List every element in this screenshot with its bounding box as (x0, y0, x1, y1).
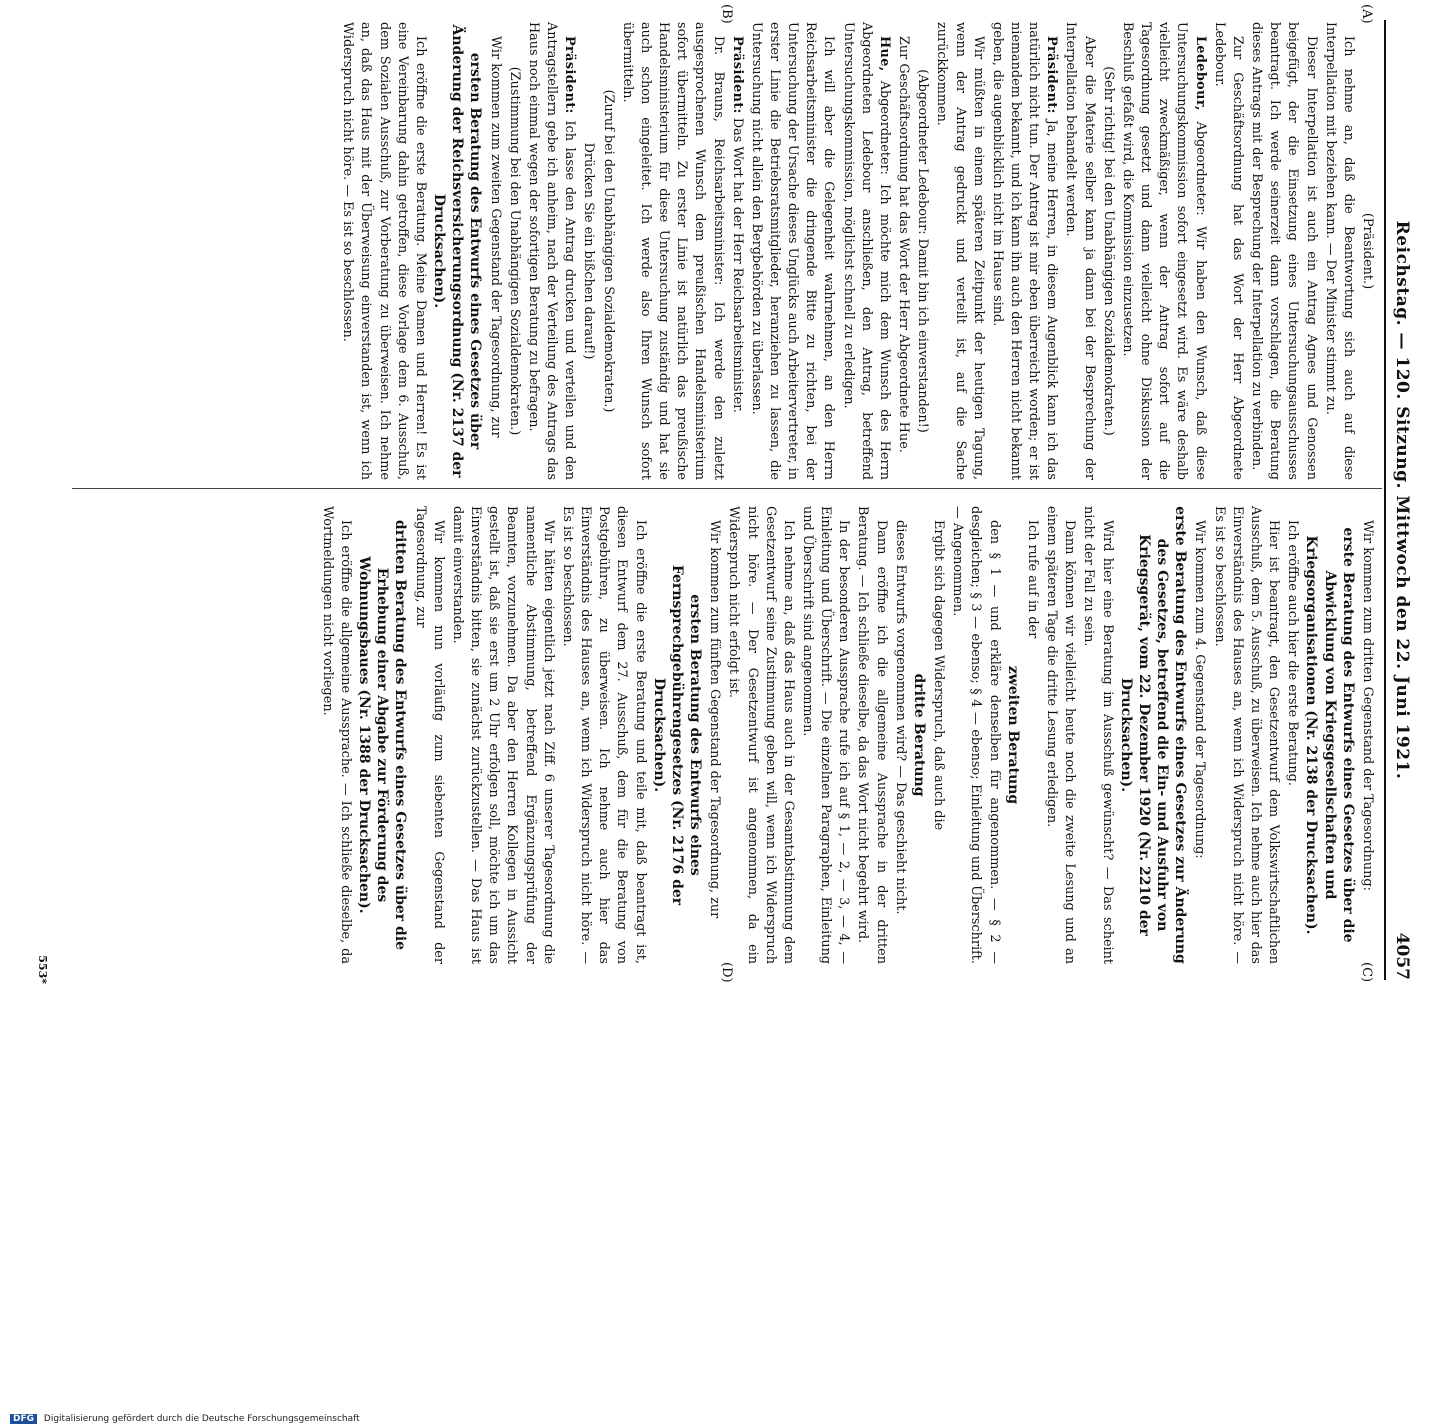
paragraph: Dieser Interpellation ist auch ein Antrag Agnes und Genossen beigefügt, der die Einsetzung eines Untersuchungsausschusses beantragt. Ich werde seinerzeit dann vorschlagen, die Beratung dieses Antrags mit der Besprechung der Interpellation zu verbinden. (1249, 22, 1319, 480)
page-header (1384, 20, 1416, 980)
interjection: (Präsident.) (1360, 212, 1375, 290)
paragraph: Ich eröffne die erste Beratung. Meine Damen und Herren! Es ist eine Vereinbarung dahin getroffen, diese Vorlage dem 6. Ausschuß, dem Sozialen Ausschuß, zur Vorberatung zu überweisen. Ich nehme an, daß das Haus mit der Überweisung einverstanden ist, wenn ich Widerspruch nicht höre. — Es ist so beschlossen. (340, 22, 428, 480)
interjection: (Zustimmung bei den Unabhängigen Sozialdemokraten.) (506, 66, 522, 436)
agenda-item-heading: dritten Beratung des Entwurfs eines Gesetzes über die Erhebung einer Abgabe zur Förderung des Wohnungsbaues (Nr. 1388 der Drucksachen). (356, 519, 409, 951)
digitization-credit (10, 1414, 360, 1424)
speech-text: Abgeordneter: Ich möchte mich dem Wunsch des Herrn Abgeordneten Ledebour anschließen, den Antrag, betreffend Untersuchungskommission, möglichst schnell zu erledigen. (840, 22, 892, 480)
paragraph: dieses Entwurfs vorgenommen wird? — Das geschieht nicht. (892, 520, 908, 915)
agenda-item-heading: dritte Beratung (911, 673, 927, 797)
interjection: Drücken Sie ein bißchen darauf!) (581, 142, 597, 360)
paragraph: Ich eröffne die allgemeine Aussprache. — Ich schließe dieselbe, da Wortmeldungen nicht vorliegen. (319, 506, 353, 964)
interjection: (Zuruf bei den Unabhängigen Sozialdemokraten.) (600, 89, 616, 413)
paragraph: Wir kommen zum zweiten Gegenstand der Tagesordnung, zur (487, 36, 503, 438)
interjection: (Sehr richtig! bei den Unabhängigen Sozialdemokraten.) (1100, 66, 1116, 436)
paragraph: Ergibt sich dagegen Widerspruch, daß auch die (931, 520, 947, 831)
page-number: 4057 (1392, 932, 1412, 980)
right-column (317, 506, 1376, 964)
paragraph: Wir kommen zum dritten Gegenstand der Tagesordnung: (1360, 520, 1375, 891)
paragraph: den § 1 — und erkläre denselben für angenommen. — § 2 — desgleichen; § 3 — ebenso; § 4 — ebenso; Einleitung und Überschrift. — Angenommen. (950, 506, 1002, 964)
left-column (337, 22, 1376, 480)
paragraph: Ich rufe auf in der (1024, 520, 1040, 639)
speech-text: Abgeordneter: Wir haben den Wunsch, daß diese Untersuchungskommission sofort eingesetzt wird. Es wäre deshalb vielleicht zweckmäßiger, wenn der Antrag sofort auf die Tagesordnung gesetzt und dann vielleicht ohne Diskussion der Beschluß gefaßt wird, die Kommission einzusetzen. (1119, 22, 1208, 480)
header-title: Reichstag. — 120. Sitzung. Mittwoch den 22. Juni 1921. (1392, 220, 1412, 780)
speaker-name: Präsident: (729, 36, 745, 114)
agenda-item-heading: erste Beratung des Entwurfs eines Gesetzes zur Änderung des Gesetzes, betreffend die Ein- und Ausfuhr von Kriegsgerät, vom 22. Dezember 1920 (Nr. 2210 der Drucksachen). (1117, 506, 1189, 964)
paragraph: Dr. Brauns, Reichsarbeitsminister: Ich werde den zuletzt ausgesprochenen Wunsch dem preußischen Handelsministerium sofort übermitteln. Zu erster Linie ist natürlich das preußische Handelsministerium für diese Untersuchung zuständig und hat sie auch schon eingeleitet. Ich werde also Ihren Wunsch sofort übermitteln. (619, 22, 726, 480)
paragraph: Wir hätten eigentlich jetzt nach Ziff. 6 unserer Tagesordnung die namentliche Abstimmung, betreffend Ergänzungsprüfung der Beamten, vorzunehmen. Da aber den Herren Kollegen in Aussicht gestellt ist, daß sie erst um 2 Uhr erfolgen soll, möchte ich um das Einverständnis bitten, sie zunächst zurückzustellen. — Das Haus ist damit einverstanden. (449, 506, 556, 964)
paragraph: Ich eröffne die erste Beratung und teile mit, daß beantragt ist, diesen Entwurf dem 27. Ausschuß, dem für die Beratung von Postgebühren, zu überweisen. Ich nehme auch hier das Einverständnis des Hauses an, wenn ich Widerspruch nicht höre. — Es ist so beschlossen. (559, 506, 648, 964)
paragraph: Hier ist beantragt, den Gesetzentwurf dem Volkswirtschaftlichen Ausschuß, dem 5. Ausschuß, zu überweisen. Ich nehme auch hier das Einverständnis des Hauses an, wenn ich Widerspruch nicht höre. — Es ist so beschlossen. (1211, 506, 1282, 964)
margin-marker-a: (A) (1359, 4, 1374, 24)
paragraph: Wir müßten in einem späteren Zeitpunkt der heutigen Tagung, wenn der Antrag gedruckt und verteilt ist, auf die Sache zurückkommen. (934, 22, 986, 480)
agenda-item-heading: erste Beratung des Entwurfs eines Gesetzes über die Abwicklung von Kriegsgesellschaften und Kriegsorganisationen (Nr. 2138 der Drucksachen). (1303, 527, 1356, 943)
speech-text: Ich lasse den Antrag drucken und verteilen und den Antragstellern gebe ich anheim, nach der Verteilung des Antrags das Haus noch einmal wegen der sofortigen Beratung zu befragen. (525, 22, 578, 480)
paragraph: Zur Geschäftsordnung hat das Wort der Herr Abgeordnete Hue. (896, 36, 912, 453)
paragraph: Ich nehme an, daß die Beantwortung sich auch auf diese Interpellation mit beziehen kann. — Der Minister stimmt zu. (1322, 22, 1356, 480)
margin-marker-c: (C) (1359, 962, 1374, 983)
paragraph: Wird hier eine Beratung im Ausschuß gewünscht? — Das scheint nicht der Fall zu sein. (1081, 506, 1115, 964)
speaker-name: Präsident: (562, 36, 578, 114)
speaker-name: Ledebour, (1192, 36, 1208, 111)
agenda-item-heading: ersten Beratung des Entwurfs eines Fernsprechgebührengesetzes (Nr. 2176 der Drucksachen). (650, 564, 704, 906)
paragraph: Aber die Materie selber kann ja dann bei der Besprechung der Interpellation behandelt werden. (1063, 22, 1097, 480)
speech-paragraph (988, 22, 1061, 480)
paragraph: Wir kommen zum fünften Gegenstand der Tagesordnung, zur (707, 520, 723, 919)
speaker-name: Hue, (876, 36, 892, 72)
speech-paragraph (838, 22, 892, 480)
paragraph: Wir kommen nun vorläufig zum siebenten Gegenstand der Tagesordnung, zur (412, 506, 446, 964)
speaker-name: Präsident: (1044, 36, 1060, 114)
margin-marker-b: (B) (719, 4, 734, 24)
agenda-item-heading: zweiten Beratung (1004, 665, 1021, 805)
credit-text: Digitalisierung gefördert durch die Deutsche Forschungsgemeinschaft (43, 1414, 360, 1424)
paragraph: Ich nehme an, daß das Haus auch in der Gesamtabstimmung dem Gesetzentwurf seine Zustimmung geben will, wenn ich Widerspruch nicht höre. — Der Gesetzentwurf ist angenommen, da ein Widerspruch nicht erfolgt ist. (726, 506, 796, 964)
agenda-item-heading: ersten Beratung des Entwurfs eines Gesetzes über Änderung der Reichsversicherungsordnung (Nr. 2137 der Drucksachen). (431, 24, 484, 478)
paragraph: Zur Geschäftsordnung hat das Wort der Herr Abgeordnete Ledebour. (1211, 22, 1245, 480)
column-divider (72, 488, 1382, 489)
dfg-logo: DFG (10, 1414, 37, 1424)
paragraph: In der besonderen Aussprache rufe ich auf § 1, — 2, — 3, — 4, — Einleitung und Überschrift. — Die einzelnen Paragraphen, Einleitung und Überschrift sind angenommen. (800, 506, 852, 964)
speech-text: Ja, meine Herren, in diesem Augenblick kann ich das natürlich nicht tun. Der Antrag ist mir eben überreicht worden; er ist niemandem bekannt, und ich kann ihn auch den Herren nicht bekannt geben, die augenblicklich nicht im Hause sind. (989, 22, 1060, 480)
paragraph: Dann eröffne ich die allgemeine Aussprache in der dritten Beratung. — Ich schließe dieselbe, da das Wort nicht begehrt wird. (855, 506, 889, 964)
paragraph: Dann können wir vielleicht heute noch die zweite Lesung und an einem späteren Tage die dritte Lesung erledigen. (1044, 506, 1078, 964)
speech-text: Das Wort hat der Herr Reichsarbeitsminister. (729, 117, 745, 413)
speech-paragraph (524, 22, 578, 480)
interjection: (Abgeordneter Ledebour: Damit bin ich einverstanden!) (915, 69, 931, 433)
paragraph: Wir kommen zum 4. Gegenstand der Tagesordnung: (1192, 520, 1208, 859)
margin-marker-d: (D) (719, 962, 734, 983)
speech-paragraph (1118, 22, 1209, 480)
speech-paragraph (728, 22, 746, 480)
paragraph: Ich eröffne auch hier die erste Beratung. (1285, 520, 1301, 786)
paragraph: Ich will aber die Gelegenheit wahrnehmen, an den Herrn Reichsarbeitsminister die dringende Bitte zu richten, bei der Untersuchung der Ursache dieses Unglücks auch Arbeitervertreter, in erster Linie die Betriebsratsmitglieder, heranziehen zu lassen, die Untersuchung nicht allein den Bergbehörden zu überlassen. (748, 22, 837, 480)
footer-signature-mark: 553* (36, 955, 49, 984)
